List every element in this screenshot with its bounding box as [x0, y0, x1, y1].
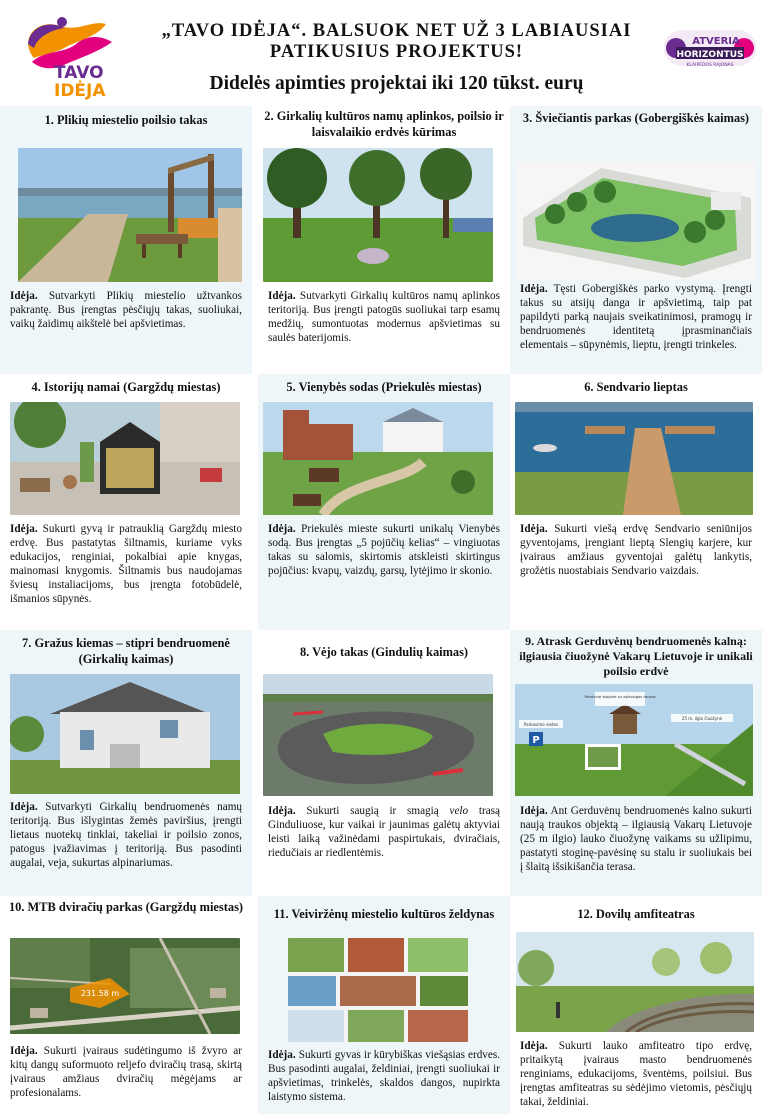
project-photo: [515, 684, 753, 796]
project-title: 12. Dovilų amfiteatras: [577, 907, 695, 921]
project-description: Idėja. Priekulės mieste sukurti unikalų Vienybės sodą. Bus įrengtas „5 pojūčių kelias“ – vingiuotas takas su salomis, skirtomis atskleisti skirtingus pojūčius: kvapų, vaizdų, garsų, lytėjimo ir skonio.: [268, 523, 500, 577]
project-card-4: [0, 374, 252, 630]
project-photo: [263, 148, 493, 282]
project-title: 3. Šviečiantis parkas (Gobergiškės kaimas): [522, 111, 750, 125]
project-photo: [10, 402, 240, 515]
project-title: 11. Veiviržėnų miestelio kultūros želdynas: [273, 907, 495, 921]
project-title: 7. Gražus kiemas – stipri bendruomenė (Girkalių kaimas): [22, 636, 230, 666]
project-photo: [263, 674, 493, 796]
svg-text:HORIZONTUS: HORIZONTUS: [676, 50, 744, 60]
project-photo: [515, 402, 753, 515]
project-title: 4. Istorijų namai (Gargždų miestas): [31, 380, 221, 394]
project-description: Idėja. Sutvarkyti Girkalių bendruomenės namų teritoriją. Bus išlygintas žemės paviršius, įrengti lietaus nuotekų tinklai, takeliai ir poilsio zonos, patogus įvažiavimas į teritoriją. Bus pasodinti augalai, veja, sukurtas alpinariumas.: [10, 801, 243, 869]
project-title: 2. Girkalių kultūros namų aplinkos, poilsio ir laisvalaikio erdvės kūrimas: [264, 109, 504, 139]
project-photo: [18, 148, 242, 282]
project-description: Idėja. Sukurti gyvas ir kūrybiškas viešąsias erdves. Bus pasodinti augalai, želdiniai, įrengti suoliukai ir apšvietimas, trinkelės, skaldos dangos, nupirkta laistymo sistema.: [268, 1049, 501, 1103]
project-description: Idėja. Ant Gerduvėnų bendruomenės kalno sukurti naują traukos objektą – ilgiausią Vakarų Lietuvoje (25 m ilgio) lauko čiuožynę vaikams su užlipimu, pastatyti stoginę-pavėsinę su stalu ir suoliukais bei į šlaitą išsikišančia terasa.: [520, 805, 752, 873]
project-title: 5. Vienybės sodas (Priekulės miestas): [286, 380, 482, 394]
project-description: Idėja. Sukurti gyvą ir patrauklią Gargždų miesto erdvę. Bus pastatytas šiltnamis, kuriame vyks edukacijos, renginiai, pokalbiai apie knygas, mainomasi knygomis. Šiltnamis bus naudojamas šviesų instaliacijoms, bus įrengta fotobūdelė, išmanios sūpynės.: [10, 523, 243, 605]
project-title: 9. Atrask Gerduvėnų bendruomenės kalną: ilgiausia čiuožynė Vakarų Lietuvoje ir unikali poilsio erdvė: [519, 634, 753, 678]
project-description: Idėja. Tęsti Gobergiškės parko vystymą. Įrengti takus su atsijų danga ir apšvietimą, taip pat papildyti parką naujais sveikatinimosi, pramogų ir bendruomenės identitetą įprasminančiais elementais – sūpynėmis, lieptu, įrengti trinkeles.: [520, 283, 752, 351]
page-header: [0, 0, 768, 106]
project-card-2: [258, 106, 510, 374]
projects-grid: [0, 106, 768, 1114]
svg-text:TAVO: TAVO: [54, 63, 104, 83]
project-map-photo: [10, 938, 240, 1034]
svg-text:Parkavimo vietos: Parkavimo vietos: [523, 722, 559, 727]
svg-text:KLAIPĖDOS RAJONAS: KLAIPĖDOS RAJONAS: [686, 63, 734, 68]
svg-text:25 m. ilgio čiuožynė: 25 m. ilgio čiuožynė: [681, 716, 723, 721]
project-photo: [515, 162, 755, 280]
svg-text:P: P: [532, 735, 540, 746]
project-card-11: [258, 896, 510, 1114]
project-title: 8. Vėjo takas (Gindulių kaimas): [299, 645, 469, 659]
project-card-9: [510, 630, 762, 896]
project-card-7: [0, 630, 252, 896]
project-description: Idėja. Sutvarkyti Girkalių kultūros namų aplinkos teritoriją. Bus įrengti patogūs suoliukai tarp esamų medžių, sumontuotas modernus apšvietimas su saulės baterijomis.: [268, 290, 500, 344]
svg-text:ATVERIA: ATVERIA: [692, 36, 740, 47]
project-description: Idėja. Sukurti lauko amfiteatro tipo erdvę, pritaikytą įvairaus masto bendruomenės renginiams, edukacijoms, šventėms, poilsiui. Bus įrengtas amfiteatras su sėdėjimo vietomis, pėsčiųjų takai, želdiniai.: [520, 1040, 752, 1108]
project-photo: [10, 674, 240, 794]
svg-text:231.58 m: 231.58 m: [80, 989, 120, 998]
project-card-6: [510, 374, 762, 630]
page-title: „TAVO IDĖJA“. BALSUOK NET UŽ 3 LABIAUSIAI PATIKUSIUS PROJEKTUS!: [161, 21, 632, 62]
atveria-horizontus-logo: [662, 26, 758, 70]
project-title: 6. Sendvario lieptas: [584, 380, 688, 394]
project-title: 10. MTB dviračių parkas (Gargždų miestas): [8, 900, 244, 914]
tavo-ideja-logo: [14, 14, 126, 100]
project-card-8: [258, 630, 510, 896]
project-photo: [263, 402, 493, 515]
project-description: Idėja. Sutvarkyti Plikių miestelio užtvankos pakrantę. Bus įrengtas pėsčiųjų takas, suoliukai, vaikų žaidimų aikštelė bei apšvietimas.: [10, 290, 242, 330]
project-card-5: [258, 374, 510, 630]
svg-text:Pavėsinė stoginė su apžvalgos: Pavėsinė stoginė su apžvalgos terasa: [584, 694, 656, 699]
project-card-10: [0, 896, 252, 1114]
project-description: Idėja. Sukurti viešą erdvę Sendvario seniūnijos gyventojams, įrengiant lieptą Slengių karjere, kur įvairaus amžiaus gyventojai galėtų lankytis, grožėtis nuostabiais Sendvario vaizdais.: [520, 523, 752, 577]
project-description: Idėja. Sukurti saugią ir smagią velo trasą Ginduliuose, kur vaikai ir jaunimas galėtų aktyviai leisti laiką važinėdami paspirtukais, dviračiais, riedučiais ar riedlentėmis.: [268, 805, 500, 859]
project-card-1: [0, 106, 252, 374]
page-subtitle: Didelės apimties projektai iki 120 tūkst. eurų: [209, 73, 584, 94]
project-description: Idėja. Sukurti įvairaus sudėtingumo iš žvyro ar kitų dangų suformuoto reljefo dviračių trasą, skirtą įvairaus amžiaus dviračių mėgėjams ar profesionalams.: [10, 1045, 242, 1099]
project-collage: [288, 938, 468, 1042]
project-title: 1. Plikių miestelio poilsio takas: [44, 113, 208, 127]
project-photo: [516, 932, 754, 1032]
project-card-3: [510, 106, 762, 374]
project-card-12: [510, 896, 762, 1114]
svg-text:IDĖJA: IDĖJA: [54, 81, 106, 100]
